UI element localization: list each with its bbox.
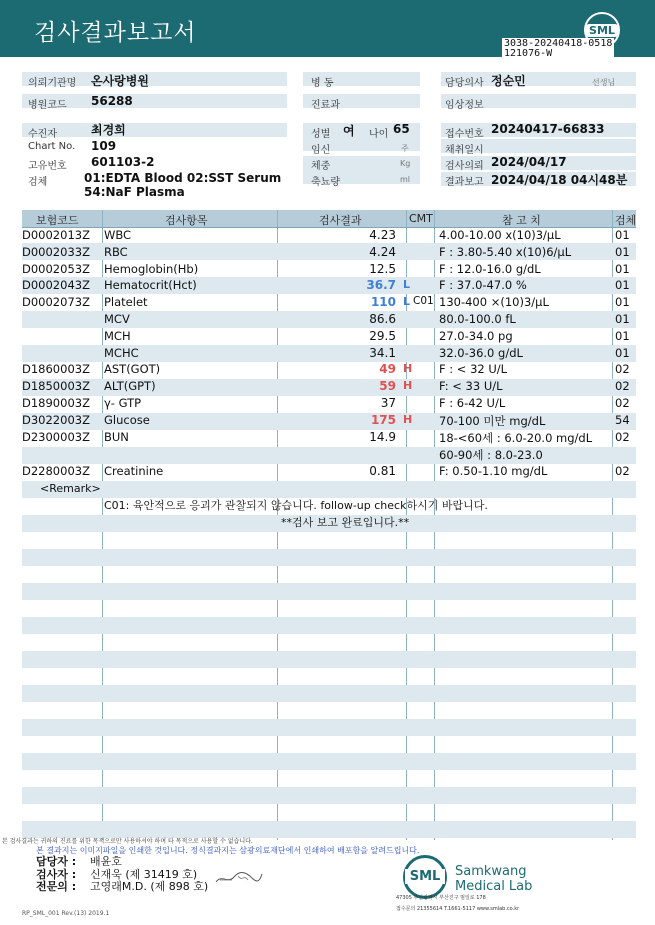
sex-label: 성별 [311,129,331,140]
report-id [502,38,614,60]
request-label: 검사의뢰 [445,161,484,172]
reference-range: 18-<60세 : 6.0-20.0 mg/dL [439,430,593,445]
reference-range: F : 37.0-47.0 % [439,278,527,293]
doctor-suffix: 선생님 [592,78,616,87]
specimen-code: 01 [615,278,630,293]
footer-logo-text: SML [405,869,445,884]
insurance-code: D2280003Z [22,463,90,478]
test-item: ALT(GPT) [104,379,156,394]
report-value: 2024/04/18 04시48분 [491,173,628,187]
insurance-code: D1890003Z [22,396,90,410]
chart-label: Chart No. [28,141,76,152]
remark-text: C01: 육안적으로 응괴가 관찰되지 않습니다. follow-up check하시기 바랍니다. [104,499,488,512]
insurance-code: D0002043Z [22,278,90,293]
test-result: 59 [379,379,396,394]
test-result: 4.23 [369,228,396,242]
result-flag: L [403,278,411,292]
reference-range: 80.0-100.0 fL [439,312,516,326]
tester-label: 검사자 : [36,868,77,881]
hospital-label: 의뢰기관명 [28,78,77,89]
patient-label: 수진자 [28,129,57,140]
test-result: 12.5 [369,261,396,276]
test-result: 175 [370,412,396,427]
test-result: 36.7 [366,278,396,293]
specimen-code: 54 [615,412,630,427]
reference-range: 32.0-36.0 g/dL [439,345,523,360]
result-flag: H [403,362,413,376]
doctor-label: 담당의사 [445,78,484,89]
signature-icon [214,868,264,886]
urine-unit: ml [400,175,411,184]
test-item: Platelet [104,295,148,310]
specimen-code: 01 [615,261,630,276]
specimen-code: 02 [615,429,630,444]
specimen-code: 02 [615,362,630,377]
specimen-code: 02 [615,379,630,394]
pregnancy-label: 임신 [311,145,331,156]
report-label: 결과보고 [445,177,484,188]
col-header-cmt: CMT [409,212,433,225]
weight-unit: Kg [400,159,411,168]
unique-label: 고유번호 [28,161,67,172]
doctor-value: 정순민 [491,74,526,88]
logo-text: SML [586,24,618,37]
reference-range: F : 12.0-16.0 g/dL [439,261,541,276]
row-stripe [22,481,636,498]
test-item: Hemoglobin(Hb) [104,261,199,276]
insurance-code: D0002033Z [22,244,90,259]
test-item: MCV [104,312,130,326]
reference-range: F : < 32 U/L [439,362,508,377]
weight-label: 체중 [311,161,331,172]
specimen-value-line1: 01:EDTA Blood 02:SST Serum [84,171,282,185]
reference-range: 4.00-10.00 x(10)3/μL [439,228,561,242]
org-name-line1: Samkwang [455,864,527,879]
row-stripe [22,549,636,566]
insurance-code: D2300003Z [22,429,90,444]
test-result: 14.9 [369,429,396,444]
age-value: 65 [393,122,410,136]
insurance-code: D0002073Z [22,295,90,310]
specimen-code: 01 [615,328,630,343]
request-value: 2024/04/17 [491,155,567,169]
test-result: 110 [370,295,396,310]
unique-value: 601103-2 [91,155,155,169]
row-stripe [22,719,636,736]
collect-label: 채취일시 [445,145,484,156]
col-header-ref: 참 고 치 [502,214,541,227]
specimen-code: 01 [615,345,630,360]
test-result: 49 [379,362,396,377]
notice-line1: 본 검사결과는 귀하의 진료를 위한 목적으로만 사용하셔야 하며 타 목적으로 사용할 수 없습니다. [2,838,253,845]
reference-range: F: 0.50-1.10 mg/dL [439,463,548,478]
chart-value: 109 [91,139,117,153]
test-item: BUN [104,429,129,444]
specialist-label: 전문의 : [36,880,77,893]
test-result: 0.81 [369,463,396,478]
page-title: 검사결과보고서 [34,20,197,46]
report-id-line2: 121076-W [504,48,553,59]
insurance-code: D1850003Z [22,379,90,394]
result-flag: L [403,295,411,309]
insurance-code: D3022003Z [22,412,90,427]
receipt-value: 20240417-66833 [491,122,605,136]
tester-value: 신재욱 (제 31419 호) [90,868,198,881]
test-result: 34.1 [369,345,396,360]
reference-range: 130-400 ×(10)3/μL [439,295,549,310]
specimen-label: 검체 [28,177,48,188]
specimen-code: 02 [615,396,630,410]
code-label: 병원코드 [28,100,67,111]
reference-range: 27.0-34.0 pg [439,328,513,343]
pregnancy-unit: 주 [401,144,409,153]
patient-value: 최경희 [91,123,126,137]
col-header-item: 검사항목 [165,214,208,227]
row-stripe [22,651,636,668]
specimen-code: 01 [615,244,630,259]
test-result: 29.5 [369,328,396,343]
specimen-code: 01 [615,295,630,310]
test-item: Creatinine [104,463,164,478]
test-item: Glucose [104,412,150,427]
test-result: 37 [380,396,396,410]
row-stripe [22,617,636,634]
insurance-code: D1860003Z [22,362,90,377]
test-item: Hematocrit(Hct) [104,278,197,293]
test-item: WBC [104,228,132,242]
row-stripe [22,753,636,770]
result-flag: H [403,412,413,426]
reference-range: F : 6-42 U/L [439,396,506,410]
code-value: 56288 [91,94,133,108]
col-header-code: 보험코드 [36,214,79,227]
org-address: 47305 부산광역시 부산진구 범일로 178 [396,895,486,901]
org-contact: 접수문의 21355614 T.1661-5117 www.smlab.co.kr [396,906,520,912]
ward-label: 병 동 [311,78,334,89]
info-band [22,123,287,137]
row-stripe [22,447,636,464]
complete-text: **검사 보고 완료입니다.** [281,516,410,529]
specimen-value-line2: 54:NaF Plasma [84,185,185,199]
insurance-code: D0002013Z [22,228,90,242]
remark-label: <Remark> [40,482,101,495]
test-item: MCH [104,328,131,343]
reference-range: F : 3.80-5.40 x(10)6/μL [439,244,572,259]
insurance-code: D0002053Z [22,261,90,276]
specialist-value: 고영래M.D. (제 898 호) [90,880,209,893]
test-result: 4.24 [369,244,396,259]
test-item: RBC [104,244,128,259]
test-result: 86.6 [369,312,396,326]
staff-value: 배윤호 [90,855,122,868]
form-id: RP_SML_001 Rev.(13) 2019.1 [22,910,110,917]
reference-range: F: < 33 U/L [439,379,503,394]
dept-label: 진료과 [311,100,340,111]
row-stripe [22,685,636,702]
urine-label: 축뇨량 [311,177,340,188]
receipt-label: 접수번호 [445,129,484,140]
org-name-line2: Medical Lab [455,879,533,894]
test-item: γ- GTP [104,396,142,410]
row-stripe [22,787,636,804]
clinical-label: 임상정보 [445,100,484,111]
specimen-code: 01 [615,228,630,242]
result-flag: H [403,379,413,393]
specimen-code: 02 [615,463,630,478]
col-header-result: 검사결과 [319,214,362,227]
specimen-code: 01 [615,312,630,326]
row-stripe [22,583,636,600]
staff-label: 담당자 : [36,855,77,868]
org-name [455,864,532,894]
reference-range: 70-100 미만 mg/dL [439,413,546,428]
comment-code: C01 [413,295,434,308]
test-item: MCHC [104,345,139,360]
sex-value: 여 [343,124,355,138]
reference-range-cont: 60-90세 : 8.0-23.0 [439,447,543,462]
report-id-line1: 3038-20240418-0518 [504,38,613,49]
hospital-value: 온사랑병원 [91,74,149,88]
age-label: 나이 [369,129,389,140]
test-item: AST(GOT) [104,362,161,377]
col-header-spec: 검체 [615,214,637,227]
notice-line2: 본 결과지는 이미지파일을 인쇄한 것입니다. 정식결과지는 삼광의료재단에서 인쇄하여 배포함을 알려드립니다. [36,846,420,855]
